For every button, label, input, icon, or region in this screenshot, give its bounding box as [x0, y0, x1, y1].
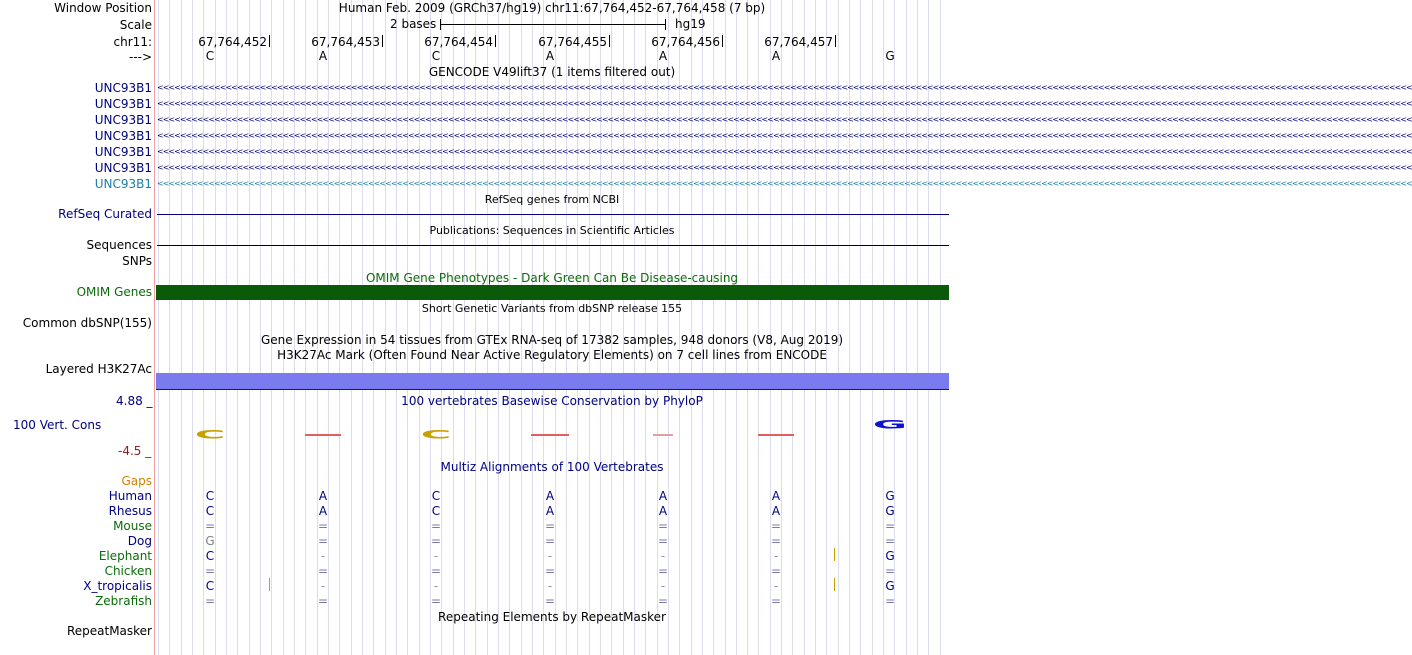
- dbsnp-label[interactable]: Common dbSNP(155): [22, 316, 152, 330]
- species-label[interactable]: Zebrafish: [95, 594, 152, 608]
- alignment-base: =: [204, 564, 216, 578]
- alignment-base: A: [545, 504, 555, 518]
- publications-label[interactable]: Sequences: [86, 238, 152, 252]
- species-label[interactable]: X_tropicalis: [83, 579, 152, 593]
- h3k27ac-baseline: [156, 389, 949, 390]
- alignment-base: C: [205, 504, 215, 518]
- alignment-base: =: [317, 519, 329, 533]
- alignment-base: G: [885, 549, 895, 563]
- gencode-gene-arrows[interactable]: <<<<<<<<<<<<<<<<<<<<<<<<<<<<<<<<<<<<<<<<<<<<<<<<<<<<<<<<<<<<<<<<<<<<<<<<<<<<<<<<<<<<<<<<<<<<<<<<<<<<<<<<<<<<<<<<<<<<<<<<<<<<<<<<<<<<<<<<<<<<<<<<<<<<<<<<<<<<<<<<<<<<<<<<<<<<<<<<<<<<<<<<<<<<<<<<<<<<<<<<<<<<<<<<<<<<<<<<<<<<: [157, 115, 1412, 124]
- alignment-base: G: [885, 579, 895, 593]
- alignment-base: =: [430, 564, 442, 578]
- publications-line[interactable]: [157, 245, 949, 246]
- alignment-base: A: [318, 504, 328, 518]
- scale-assembly: hg19: [675, 17, 706, 31]
- refseq-track-title: RefSeq genes from NCBI: [484, 193, 620, 206]
- alignment-base: -: [773, 579, 779, 593]
- gap-marker: [834, 548, 835, 561]
- omim-label[interactable]: OMIM Genes: [76, 285, 152, 299]
- gap-marker: [269, 578, 270, 591]
- alignment-base: C: [431, 504, 441, 518]
- alignment-base: =: [770, 534, 782, 548]
- reference-base: C: [431, 49, 441, 63]
- alignment-base: -: [433, 579, 439, 593]
- conservation-min: -4.5 _: [118, 444, 152, 458]
- alignment-base: A: [318, 489, 328, 503]
- alignment-base: =: [544, 534, 556, 548]
- conservation-bar[interactable]: [305, 434, 341, 436]
- reference-base: A: [771, 49, 781, 63]
- window-position-value: Human Feb. 2009 (GRCh37/hg19) chr11:67,764,452-67,764,458 (7 bp): [338, 1, 766, 15]
- alignment-base: =: [430, 594, 442, 608]
- position-tick: [495, 35, 496, 47]
- conservation-bar[interactable]: [531, 434, 569, 436]
- alignment-base: A: [771, 489, 781, 503]
- refseq-label[interactable]: RefSeq Curated: [58, 207, 152, 221]
- alignment-base: =: [317, 594, 329, 608]
- snps-label[interactable]: SNPs: [122, 254, 152, 268]
- reference-base: A: [658, 49, 668, 63]
- conservation-logo-glyph[interactable]: G: [872, 418, 908, 432]
- publications-track-title: Publications: Sequences in Scientific Articles: [429, 224, 675, 237]
- conservation-bar[interactable]: [758, 434, 794, 436]
- alignment-base: =: [204, 594, 216, 608]
- alignment-base: C: [205, 549, 215, 563]
- alignment-base: =: [770, 594, 782, 608]
- species-label[interactable]: Human: [108, 489, 152, 503]
- position-tick-label: 67,764,455: [538, 35, 607, 49]
- position-tick: [609, 35, 610, 47]
- reference-base: A: [318, 49, 328, 63]
- conservation-max: 4.88 _: [116, 394, 153, 408]
- alignment-base: =: [544, 564, 556, 578]
- alignment-base: =: [544, 519, 556, 533]
- chrom-label: chr11:: [113, 35, 152, 49]
- alignment-base: A: [658, 504, 668, 518]
- gtex-track-title: Gene Expression in 54 tissues from GTEx RNA-seq of 17382 samples, 948 donors (V8, Aug 2019): [260, 333, 844, 347]
- alignment-base: G: [205, 534, 215, 548]
- h3k27ac-track-title: H3K27Ac Mark (Often Found Near Active Regulatory Elements) on 7 cell lines from ENCODE: [277, 348, 827, 362]
- refseq-gene-line[interactable]: [157, 214, 949, 215]
- window-position-label: Window Position: [54, 1, 152, 15]
- position-tick-label: 67,764,454: [424, 35, 493, 49]
- conservation-track-title: 100 vertebrates Basewise Conservation by PhyloP: [401, 394, 703, 408]
- alignment-base: -: [773, 549, 779, 563]
- conservation-label[interactable]: 100 Vert. Cons: [13, 418, 102, 432]
- species-label[interactable]: Dog: [127, 534, 152, 548]
- position-tick-label: 67,764,453: [311, 35, 380, 49]
- position-tick: [722, 35, 723, 47]
- alignment-base: -: [433, 549, 439, 563]
- alignment-base: -: [320, 579, 326, 593]
- scale-bar-start: [440, 19, 441, 30]
- gencode-gene-label[interactable]: UNC93B1: [94, 177, 152, 191]
- gencode-gene-label[interactable]: UNC93B1: [94, 113, 152, 127]
- omim-track-title: OMIM Gene Phenotypes - Dark Green Can Be Disease-causing: [365, 271, 739, 285]
- gencode-gene-arrows[interactable]: <<<<<<<<<<<<<<<<<<<<<<<<<<<<<<<<<<<<<<<<<<<<<<<<<<<<<<<<<<<<<<<<<<<<<<<<<<<<<<<<<<<<<<<<<<<<<<<<<<<<<<<<<<<<<<<<<<<<<<<<<<<<<<<<<<<<<<<<<<<<<<<<<<<<<<<<<<<<<<<<<<<<<<<<<<<<<<<<<<<<<<<<<<<<<<<<<<<<<<<<<<<<<<<<<<<<<<<<<<<<: [157, 147, 1412, 156]
- scale-label: Scale: [119, 18, 152, 32]
- position-tick-label: 67,764,452: [198, 35, 267, 49]
- alignment-base: C: [205, 579, 215, 593]
- species-label[interactable]: Chicken: [104, 564, 152, 578]
- gencode-gene-label[interactable]: UNC93B1: [94, 97, 152, 111]
- alignment-base: =: [430, 519, 442, 533]
- alignment-base: A: [658, 489, 668, 503]
- omim-gene-bar[interactable]: [156, 285, 949, 300]
- gencode-gene-label[interactable]: UNC93B1: [94, 145, 152, 159]
- alignment-base: -: [320, 549, 326, 563]
- conservation-logo-glyph[interactable]: C: [194, 428, 226, 442]
- alignment-base: =: [770, 519, 782, 533]
- gencode-gene-arrows[interactable]: <<<<<<<<<<<<<<<<<<<<<<<<<<<<<<<<<<<<<<<<<<<<<<<<<<<<<<<<<<<<<<<<<<<<<<<<<<<<<<<<<<<<<<<<<<<<<<<<<<<<<<<<<<<<<<<<<<<<<<<<<<<<<<<<<<<<<<<<<<<<<<<<<<<<<<<<<<<<<<<<<<<<<<<<<<<<<<<<<<<<<<<<<<<<<<<<<<<<<<<<<<<<<<<<<<<<<<<<<<<<: [157, 179, 1412, 188]
- alignment-base: A: [545, 489, 555, 503]
- alignment-base: =: [884, 519, 896, 533]
- h3k27ac-signal-bar[interactable]: [156, 373, 949, 389]
- reference-base: C: [205, 49, 215, 63]
- gencode-gene-arrows[interactable]: <<<<<<<<<<<<<<<<<<<<<<<<<<<<<<<<<<<<<<<<<<<<<<<<<<<<<<<<<<<<<<<<<<<<<<<<<<<<<<<<<<<<<<<<<<<<<<<<<<<<<<<<<<<<<<<<<<<<<<<<<<<<<<<<<<<<<<<<<<<<<<<<<<<<<<<<<<<<<<<<<<<<<<<<<<<<<<<<<<<<<<<<<<<<<<<<<<<<<<<<<<<<<<<<<<<<<<<<<<<<: [157, 131, 1412, 140]
- label-divider: [154, 0, 155, 655]
- alignment-base: A: [771, 504, 781, 518]
- dbsnp-track-title: Short Genetic Variants from dbSNP release 155: [421, 302, 683, 315]
- alignment-base: =: [884, 534, 896, 548]
- alignment-base: =: [544, 594, 556, 608]
- reference-base: A: [545, 49, 555, 63]
- position-tick: [269, 35, 270, 47]
- scale-bar-end: [665, 19, 666, 30]
- alignment-base: =: [430, 534, 442, 548]
- species-label[interactable]: Elephant: [98, 549, 152, 563]
- alignment-base: =: [317, 534, 329, 548]
- species-label[interactable]: Rhesus: [108, 504, 152, 518]
- gencode-gene-label[interactable]: UNC93B1: [94, 81, 152, 95]
- scale-bar: [440, 24, 666, 25]
- gencode-gene-label[interactable]: UNC93B1: [94, 161, 152, 175]
- gaps-label: Gaps: [121, 474, 152, 488]
- alignment-base: =: [204, 519, 216, 533]
- alignment-base: -: [660, 579, 666, 593]
- alignment-base: -: [547, 549, 553, 563]
- alignment-base: =: [657, 519, 669, 533]
- position-tick-label: 67,764,456: [651, 35, 720, 49]
- position-tick: [382, 35, 383, 47]
- alignment-base: =: [884, 564, 896, 578]
- conservation-bar[interactable]: [653, 434, 673, 436]
- gencode-gene-arrows[interactable]: <<<<<<<<<<<<<<<<<<<<<<<<<<<<<<<<<<<<<<<<<<<<<<<<<<<<<<<<<<<<<<<<<<<<<<<<<<<<<<<<<<<<<<<<<<<<<<<<<<<<<<<<<<<<<<<<<<<<<<<<<<<<<<<<<<<<<<<<<<<<<<<<<<<<<<<<<<<<<<<<<<<<<<<<<<<<<<<<<<<<<<<<<<<<<<<<<<<<<<<<<<<<<<<<<<<<<<<<<<<<: [157, 163, 1412, 172]
- alignment-base: =: [657, 564, 669, 578]
- gencode-track-title: GENCODE V49lift37 (1 items filtered out): [428, 65, 676, 79]
- multiz-track-title: Multiz Alignments of 100 Vertebrates: [440, 460, 664, 474]
- gap-marker: [834, 578, 835, 591]
- alignment-base: -: [660, 549, 666, 563]
- position-tick: [835, 35, 836, 47]
- alignment-base: =: [317, 564, 329, 578]
- alignment-base: =: [657, 594, 669, 608]
- alignment-base: =: [884, 594, 896, 608]
- alignment-base: C: [431, 489, 441, 503]
- position-tick-label: 67,764,457: [764, 35, 833, 49]
- scale-value: 2 bases: [390, 17, 437, 31]
- alignment-base: G: [885, 504, 895, 518]
- h3k27ac-label[interactable]: Layered H3K27Ac: [45, 362, 152, 376]
- alignment-base: G: [885, 489, 895, 503]
- alignment-base: -: [547, 579, 553, 593]
- species-label[interactable]: Mouse: [113, 519, 152, 533]
- strand-label: --->: [128, 50, 152, 64]
- repeatmasker-track-title: Repeating Elements by RepeatMasker: [438, 610, 666, 624]
- gencode-gene-arrows[interactable]: <<<<<<<<<<<<<<<<<<<<<<<<<<<<<<<<<<<<<<<<<<<<<<<<<<<<<<<<<<<<<<<<<<<<<<<<<<<<<<<<<<<<<<<<<<<<<<<<<<<<<<<<<<<<<<<<<<<<<<<<<<<<<<<<<<<<<<<<<<<<<<<<<<<<<<<<<<<<<<<<<<<<<<<<<<<<<<<<<<<<<<<<<<<<<<<<<<<<<<<<<<<<<<<<<<<<<<<<<<<<: [157, 99, 1412, 108]
- alignment-base: =: [770, 564, 782, 578]
- alignment-base: C: [205, 489, 215, 503]
- alignment-base: =: [657, 534, 669, 548]
- gencode-gene-label[interactable]: UNC93B1: [94, 129, 152, 143]
- repeatmasker-label[interactable]: RepeatMasker: [66, 624, 152, 638]
- conservation-logo-glyph[interactable]: C: [420, 428, 452, 442]
- reference-base: G: [885, 49, 895, 63]
- gencode-gene-arrows[interactable]: <<<<<<<<<<<<<<<<<<<<<<<<<<<<<<<<<<<<<<<<<<<<<<<<<<<<<<<<<<<<<<<<<<<<<<<<<<<<<<<<<<<<<<<<<<<<<<<<<<<<<<<<<<<<<<<<<<<<<<<<<<<<<<<<<<<<<<<<<<<<<<<<<<<<<<<<<<<<<<<<<<<<<<<<<<<<<<<<<<<<<<<<<<<<<<<<<<<<<<<<<<<<<<<<<<<<<<<<<<<<: [157, 83, 1412, 92]
